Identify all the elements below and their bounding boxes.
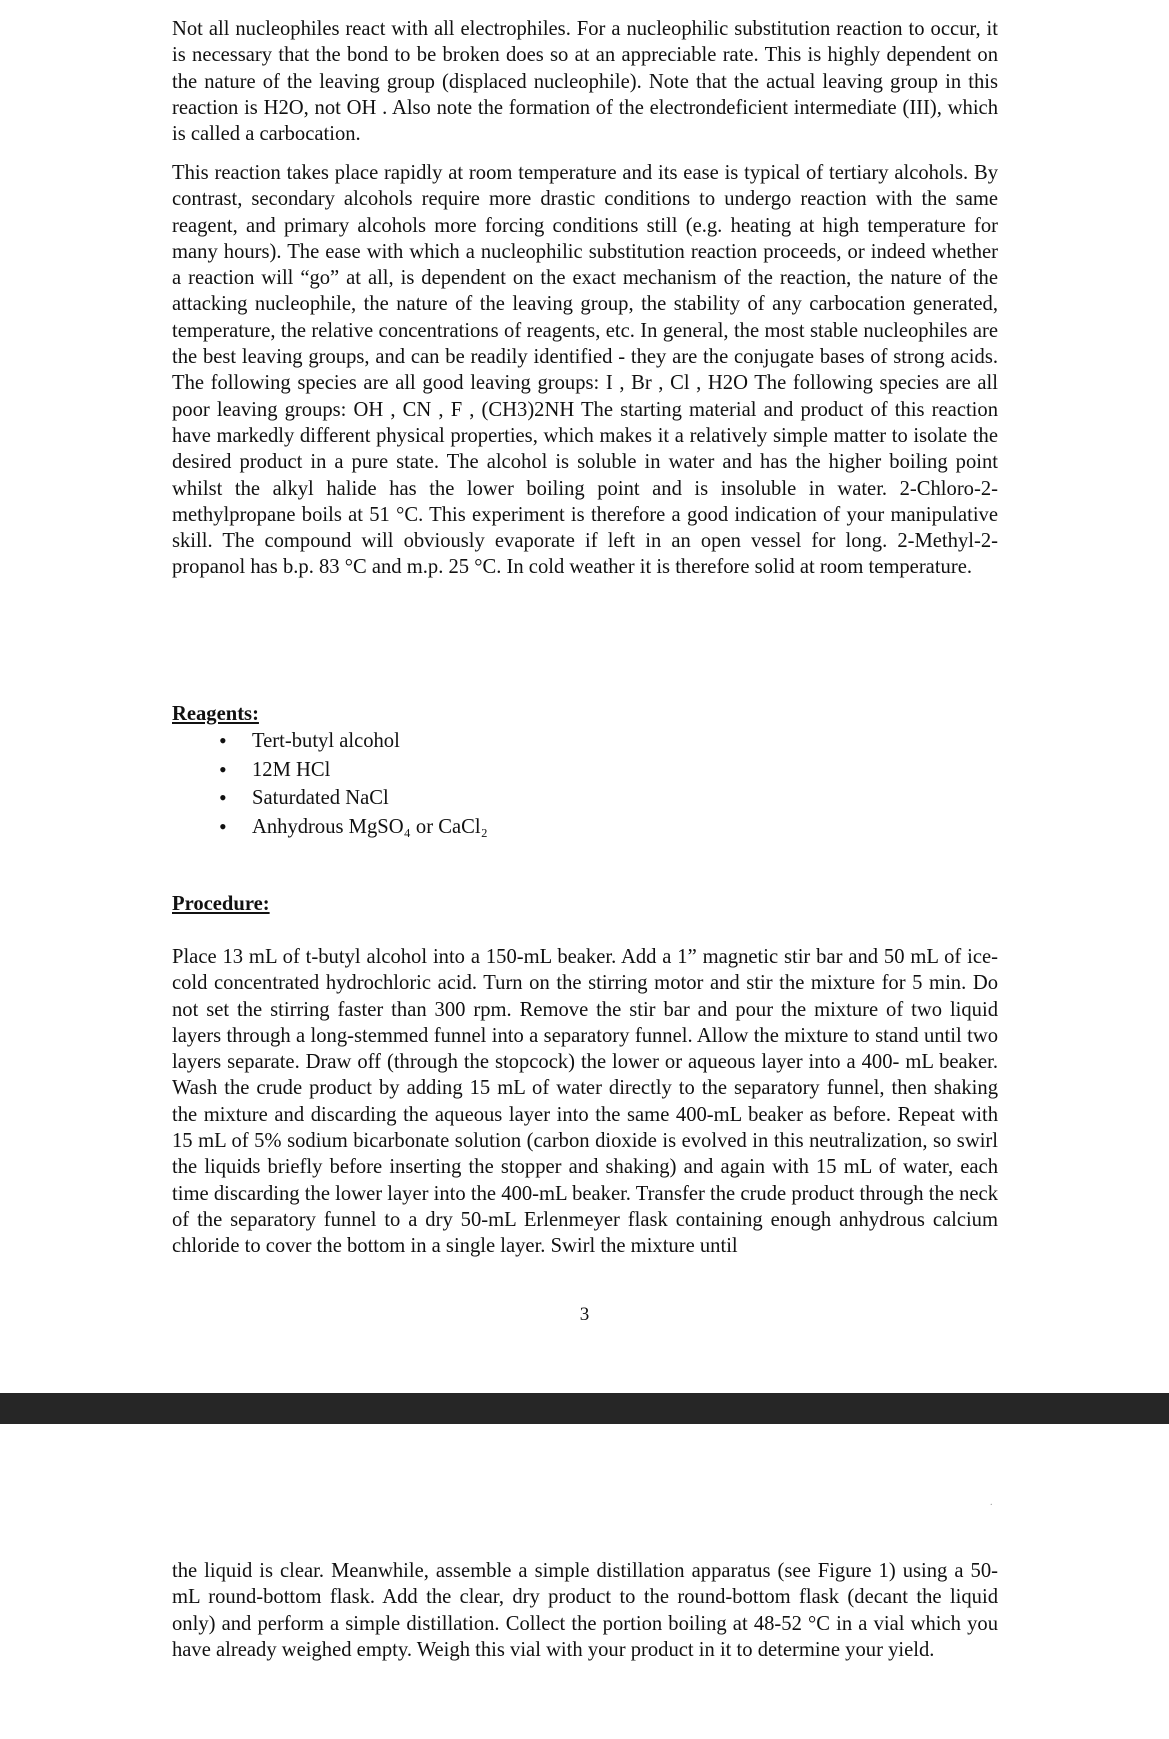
reagents-heading: Reagents:: [172, 703, 259, 725]
reagent-label: Tert-butyl alcohol: [252, 730, 400, 752]
bullet-icon: •: [219, 813, 227, 839]
reagents-list: [172, 727, 488, 841]
reagent-label: Saturdated NaCl: [252, 787, 389, 809]
bullet-icon: •: [219, 756, 227, 782]
list-item: [172, 784, 488, 813]
scan-mark: .: [990, 1497, 993, 1508]
bullet-icon: •: [219, 785, 227, 810]
bullet-icon: •: [219, 728, 227, 753]
intro-paragraph: Not all nucleophiles react with all electrophiles. For a nucleophilic substitution reaction to occur, it is necessary that the bond to be broken does so at an appreciable rate. This is highly dependent on the nature of the leaving group (displaced nucleophile). Note that the actual leaving group in this reaction is H2O, not OH . Also note the formation of the electrondeficient intermediate (III), which is called a carbocation.: [172, 18, 998, 146]
procedure-paragraph: Place 13 mL of t-butyl alcohol into a 150-mL beaker. Add a 1” magnetic stir bar and 50 mL of ice-cold concentrated hydrochloric acid. Turn on the stirring motor and stir the mixture for 5 min. Do not set the stirring faster than 300 rpm. Remove the stir bar and pour the mixture of two liquid layers through a long-stemmed funnel into a separatory funnel. Allow the mixture to stand until two layers separate. Draw off (through the stopcock) the lower or aqueous layer into a 400- mL beaker. Wash the crude product by adding 15 mL of water directly to the separatory funnel, then shaking the mixture and discarding the aqueous layer into the same 400-mL beaker as before. Repeat with 15 mL of 5% sodium bicarbonate solution (carbon dioxide is evolved in this neutralization, so swirl the liquids briefly before inserting the stopper and shaking) and again with 15 mL of water, each time discarding the lower layer into the 400-mL beaker. Transfer the crude product through the neck of the separatory funnel to a dry 50-mL Erlenmeyer flask containing enough anhydrous calcium chloride to cover the bottom in a single layer. Swirl the mixture until: [172, 946, 998, 1258]
reaction-paragraph: This reaction takes place rapidly at room temperature and its ease is typical of tertiary alcohols. By contrast, secondary alcohols require more drastic conditions to undergo reaction with the same reagent, and primary alcohols more forcing conditions still (e.g. heating at high temperature for many hours). The ease with which a nucleophilic substitution reaction proceeds, or indeed whether a reaction will “go” at all, is dependent on the exact mechanism of the reaction, the nature of the attacking nucleophile, the nature of the leaving group, the stability of any carbocation generated, temperature, the relative concentrations of reagents, etc. In general, the most stable nucleophiles are the best leaving groups, and can be readily identified - they are the conjugate bases of strong acids. The following species are all good leaving groups: I , Br , Cl , H2O The following species are all poor leaving groups: OH , CN , F , (CH3)2NH The starting material and product of this reaction have markedly different physical properties, which makes it a relatively simple matter to isolate the desired product in a pure state. The alcohol is soluble in water and has the higher boiling point whilst the alkyl halide has the lower boiling point and is insoluble in water. 2-Chloro-2-methylpropane boils at 51 °C. This experiment is therefore a good indication of your manipulative skill. The compound will obviously evaporate if left in an open vessel for long. 2-Methyl-2-propanol has b.p. 83 °C and m.p. 25 °C. In cold weather it is therefore solid at room temperature.: [172, 162, 998, 579]
list-item: [172, 813, 488, 842]
page-divider: [0, 1393, 1169, 1424]
reagent-label: Anhydrous MgSO₄ or CaCl₂: [252, 815, 488, 838]
continuation-paragraph: the liquid is clear. Meanwhile, assemble a simple distillation apparatus (see Figure 1) using a 50-mL round-bottom flask. Add the clear, dry product to the round-bottom flask (decant the liquid only) and perform a simple distillation. Collect the portion boiling at 48-52 °C in a vial which you have already weighed empty. Weigh this vial with your product in it to determine your yield.: [172, 1560, 998, 1661]
list-item: [172, 756, 488, 785]
page-number: 3: [579, 1304, 590, 1325]
procedure-heading: Procedure:: [172, 893, 270, 915]
reagent-label: 12M HCl: [252, 758, 331, 781]
list-item: [172, 727, 488, 756]
